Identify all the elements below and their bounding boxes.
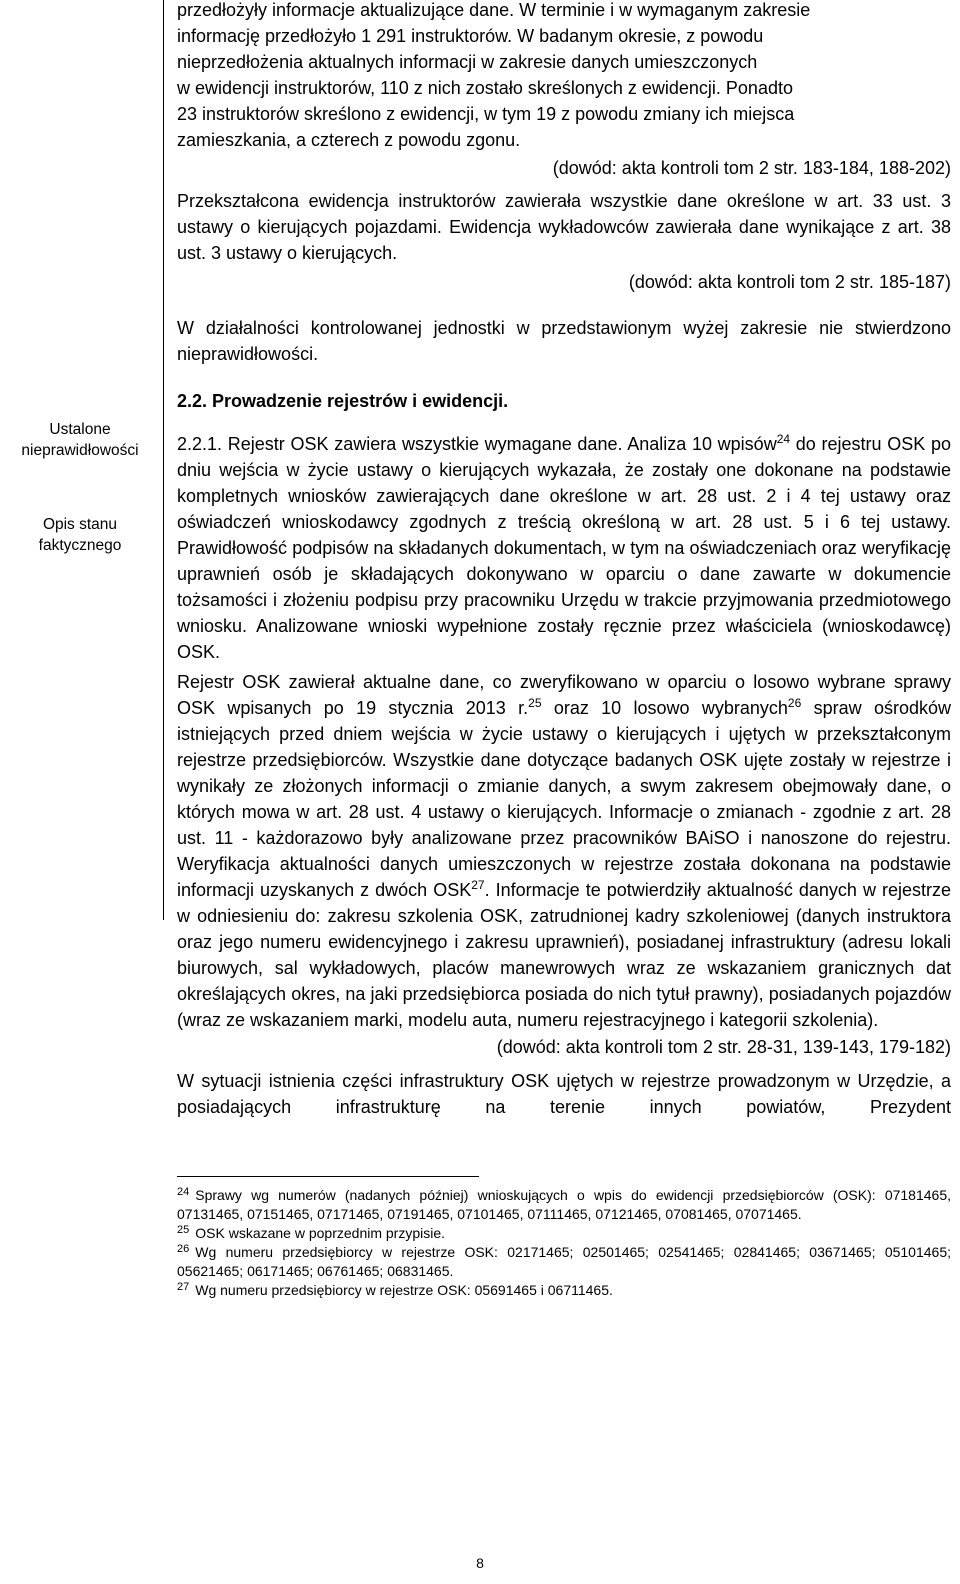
evidence-reference-3-block <box>177 1034 951 1060</box>
footnote-number: 26 <box>177 1243 190 1255</box>
findings-paragraph: W działalności kontrolowanej jednostki w przedstawionym wyżej zakresie nie stwierdzono nieprawidłowości. <box>177 318 951 364</box>
footnote-26 <box>177 1243 951 1281</box>
osk-register-paragraph <box>177 431 951 665</box>
margin-label-facts <box>0 514 160 556</box>
footnote-number: 27 <box>177 1281 190 1293</box>
section-heading: 2.2. Prowadzenie rejestrów i ewidencji. <box>177 391 509 411</box>
last-paragraph: W sytuacji istnienia części infrastruktury OSK ujętych w rejestrze prowadzonym w Urzędzie, a posiadających infrastrukturę na terenie innych powiatów, Prezydent <box>177 1071 951 1117</box>
margin-label-findings <box>0 419 160 461</box>
footnote-25 <box>177 1224 951 1243</box>
register-verification-text-4: . Informacje te potwierdziły aktualność danych w rejestrze w odniesieniu do: zakresu szkolenia OSK, zatrudnionej kadry szkoleniowej (danych instruktora oraz jego numeru ewidencyjnego i zakresu uprawnień), posiadanej infrastruktury (adresu lokali biurowych, sal wykładowych, placów manewrowych wraz ze wskazaniem granicznych dat określających okres, na jaki przedsiębiorca posiada do nich tytuł prawny), posiadanych pojazdów (wraz ze wskazaniem marki, modelu auta, numeru rejestracyjnego i kategorii szkolenia). <box>177 880 952 1030</box>
top-line: zamieszkania, a czterech z powodu zgonu. <box>177 130 521 150</box>
footnote-ref-24[interactable]: 24 <box>776 432 791 446</box>
section-heading-block <box>177 388 951 414</box>
top-line: przedłożyły informacje aktualizujące dane. W terminie i w wymaganym zakresie <box>177 0 811 20</box>
footnote-text: Wg numeru przedsiębiorcy w rejestrze OSK: 02171465; 02501465; 02541465; 02841465; 03671465; 05101465; 05621465; 06171465; 06761465; 06831465. <box>177 1244 951 1279</box>
osk-register-text-2: do rejestru OSK po dniu wejścia w życie ustawy o kierujących wykazała, że zostały one dokonane na podstawie kompletnych wniosków zawierających dane określone w art. 28 ust. 2 i 4 tej ustawy oraz oświadczeń wnioskodawcy zgodnych z treścią określoną w art. 28 ust. 5 i 6 tej ustawy. Prawidłowość podpisów na składanych dokumentach, w tym na oświadczeniach oraz weryfikację uprawnień osób je składających dokonywano w oparciu o dane zawarte w dokumencie tożsamości i złożeniu podpisu przy pracowniku Urzędu w trakcie przyjmowania przedmiotowego wniosku. Analizowane wnioski wypełnione zostały ręcznie przez właściciela (wnioskodawcę) OSK. <box>177 434 951 662</box>
page-number: 8 <box>476 1555 484 1571</box>
register-verification-text-1: Rejestr OSK zawierał aktualne dane, co zweryfikowano w oparciu o losowo wybrane sprawy OSK wpisanych po 19 stycznia 2013 r. <box>177 672 951 718</box>
register-verification-text-3: spraw ośrodków istniejących przed dniem wejścia w życie ustawy o kierujących i ujętych w przekształconym rejestrze przedsiębiorców. Wszystkie dane dotyczące badanych OSK ujęte zostały w rejestrze i wynikały ze złożonych informacji o zmianie danych, a swym zakresem obejmowały dane, o których mowa w art. 28 ust. 4 ustawy o kierujących. Informacje o zmianach - zgodnie z art. 28 ust. 11 - każdorazowo były analizowane przez pracowników BAiSO i nanoszone do rejestru. Weryfikacja aktualności danych umieszczonych w rejestrze została dokonana na podstawie informacji uzyskanych z dwóch OSK <box>177 698 951 900</box>
top-line: nieprzedłożenia aktualnych informacji w zakresie danych umieszczonych <box>177 52 758 72</box>
instructor-register-paragraph: Przekształcona ewidencja instruktorów zawierała wszystkie dane określone w art. 33 ust. 3 ustawy o kierujących pojazdami. Ewidencja wykładowców zawierała dane wynikające z art. 38 ust. 3 ustawy o kierujących. <box>177 191 951 263</box>
footnote-number: 25 <box>177 1224 190 1236</box>
register-verification-text-2: oraz 10 losowo wybranych <box>541 698 788 718</box>
footnote-27 <box>177 1281 951 1300</box>
evidence-reference-2-block <box>177 269 951 295</box>
top-paragraph <box>177 0 951 153</box>
register-verification-paragraph-block <box>177 669 951 1033</box>
footnote-number: 24 <box>177 1186 190 1198</box>
evidence-reference-2: (dowód: akta kontroli tom 2 str. 185-187) <box>628 272 951 292</box>
footnote-text: Wg numeru przedsiębiorcy w rejestrze OSK: 05691465 i 06711465. <box>195 1282 613 1298</box>
footnote-text: OSK wskazane w poprzednim przypisie. <box>195 1225 446 1241</box>
margin-divider <box>163 0 164 920</box>
margin-label-facts-line-2: faktycznego <box>38 537 122 554</box>
footnote-ref-26[interactable]: 26 <box>787 696 802 710</box>
top-line: 23 instruktorów skreślono z ewidencji, w tym 19 z powodu zmiany ich miejsca <box>177 104 795 124</box>
margin-label-facts-line-1: Opis stanu <box>42 516 118 533</box>
osk-register-text-1: 2.2.1. Rejestr OSK zawiera wszystkie wymagane dane. Analiza 10 wpisów <box>177 434 777 454</box>
instructor-register-paragraph-block <box>177 188 951 266</box>
findings-paragraph-block <box>177 315 951 367</box>
footnote-ref-27[interactable]: 27 <box>471 878 485 892</box>
last-paragraph-block <box>177 1068 951 1120</box>
footnote-ref-25[interactable]: 25 <box>528 696 542 710</box>
top-line: w ewidencji instruktorów, 110 z nich zostało skreślonych z ewidencji. Ponadto <box>177 78 793 98</box>
footnotes <box>177 1186 951 1300</box>
evidence-reference-1: (dowód: akta kontroli tom 2 str. 183-184, 188-202) <box>552 158 951 178</box>
footnote-text: Sprawy wg numerów (nadanych później) wnioskujących o wpis do ewidencji przedsiębiorców (OSK): 07181465, 07131465, 07151465, 07171465, 07191465, 07101465, 07111465, 07121465, 07081465, 07071465. <box>177 1187 951 1222</box>
evidence-reference-3: (dowód: akta kontroli tom 2 str. 28-31, 139-143, 179-182) <box>496 1037 951 1057</box>
evidence-reference-1-block <box>177 155 951 181</box>
footnote-24 <box>177 1186 951 1224</box>
margin-label-findings-line-2: nieprawidłowości <box>21 442 139 459</box>
top-line: informację przedłożyło 1 291 instruktorów. W badanym okresie, z powodu <box>177 26 764 46</box>
osk-register-paragraph-block <box>177 431 951 665</box>
register-verification-paragraph <box>177 669 951 1033</box>
margin-label-findings-line-1: Ustalone <box>49 421 111 438</box>
footnote-separator <box>177 1176 479 1177</box>
